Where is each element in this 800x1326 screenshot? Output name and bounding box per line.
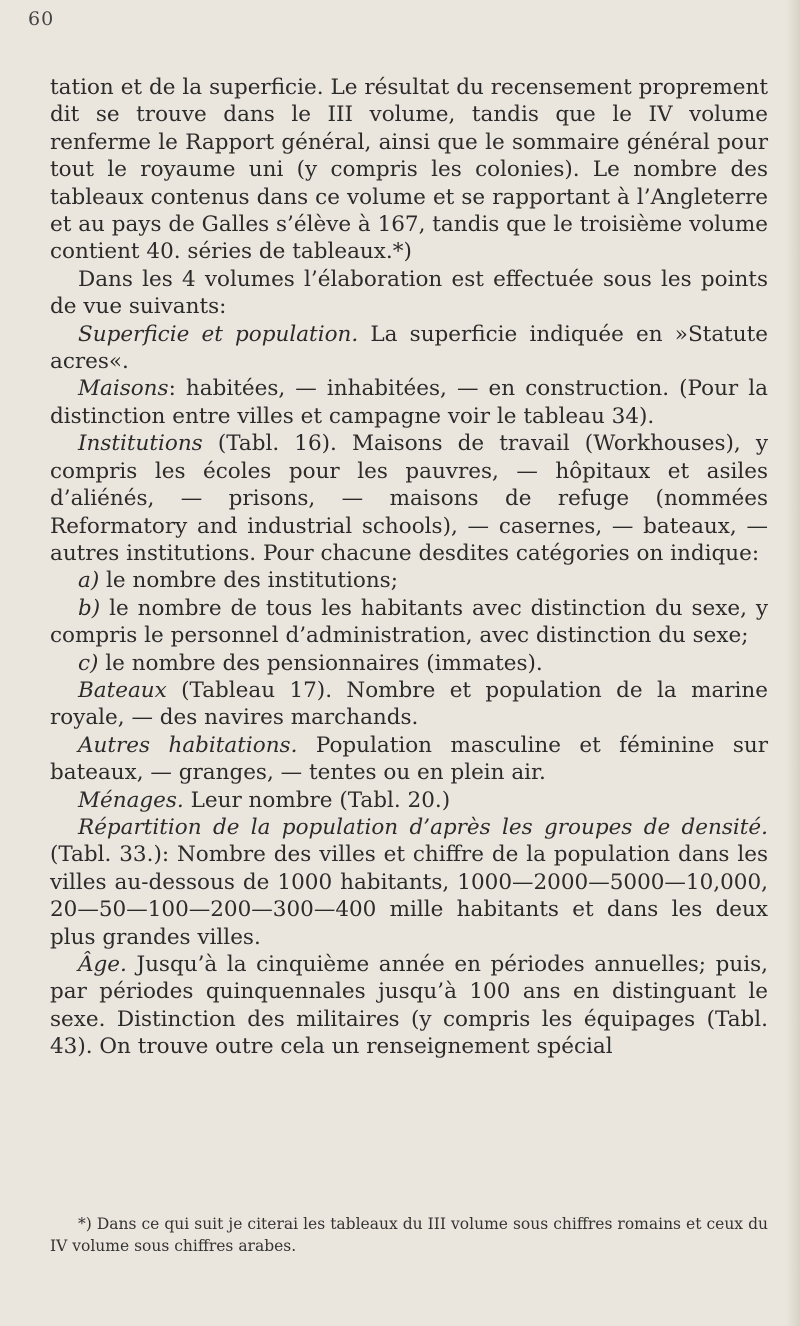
list-text-a: le nombre des institutions; xyxy=(99,568,398,594)
section-text-age: Jusqu’à la cinquième année en périodes annuelles; puis, par périodes quinquennales jusqu’à 100 ans en distinguant le sexe. Distinction des militaires (y compris les équipages (Tabl. 43). On trouve outre cela un renseignement spécial xyxy=(50,952,768,1060)
section-superficie xyxy=(50,321,768,376)
section-text-autres-habitations: Population masculine et féminine sur bateaux, — granges, — tentes ou en plein air. xyxy=(50,732,769,786)
section-text-bateaux: (Tableau 17). Nombre et population de la marine royale, — des navires marchands. xyxy=(50,677,768,731)
section-maisons xyxy=(50,375,768,430)
page-number: 60 xyxy=(28,8,55,30)
section-text-maisons: : habitées, — inhabitées, — en construction. (Pour la distinction entre villes et campagne voir le tableau 34). xyxy=(50,376,768,429)
section-title-superficie: Superficie et population. xyxy=(78,321,359,347)
section-text-superficie: La superficie indiquée en »Statute acres«. xyxy=(50,321,768,375)
section-menages xyxy=(50,787,768,814)
list-text-b: le nombre de tous les habitants avec distinction du sexe, y compris le personnel d’administration, avec distinction du sexe; xyxy=(50,595,768,649)
section-repartition xyxy=(50,814,768,951)
list-item-c xyxy=(50,650,768,677)
section-autres-habitations xyxy=(50,732,768,787)
main-text xyxy=(50,74,768,1061)
list-letter-a: a) xyxy=(78,568,100,594)
section-text-repartition: (Tabl. 33.): Nombre des villes et chiffre de la population dans les villes au-dessous de 1000 habitants, 1000—2000—5000—10,000, 20—50—100—200—300—400 mille habitants et dans les deux plus grandes villes. xyxy=(50,842,768,950)
section-title-menages: Ménages. xyxy=(78,787,184,813)
section-bateaux xyxy=(50,677,768,732)
section-text-menages: Leur nombre (Tabl. 20.) xyxy=(183,787,451,813)
list-text-c: le nombre des pensionnaires (immates). xyxy=(98,650,543,676)
section-title-autres-habitations: Autres habitations. xyxy=(78,732,298,758)
list-item-b xyxy=(50,595,768,650)
paragraph-intro: tation et de la superficie. Le résultat du recensement proprement dit se trouve dans le III volume, tandis que le IV volume renferme le Rapport général, ainsi que le sommaire général pour tout le royaume uni (y compris les colonies). Le nombre des tableaux contenus dans ce volume et se rapportant à l’Angleterre et au pays de Galles s’élève à 167, tandis que le troisième volume contient 40. séries de tableaux.*) xyxy=(50,75,768,265)
footnote: *) Dans ce qui suit je citerai les tableaux du III volume sous chiffres romains et ceux du IV volume sous chiffres arabes. xyxy=(50,1215,768,1255)
page-edge-shadow xyxy=(786,0,800,1326)
section-title-age: Âge. xyxy=(78,952,127,977)
section-institutions xyxy=(50,430,768,567)
section-text-institutions: (Tabl. 16). Maisons de travail (Workhouses), y compris les écoles pour les pauvres, — hôpitaux et asiles d’aliénés, — prisons, — maisons de refuge (nommées Reformatory and industrial schools), — casernes, — bateaux, — autres institutions. Pour chacune desdites catégories on indique: xyxy=(50,431,768,566)
list-item-a xyxy=(50,567,768,594)
list-letter-c: c) xyxy=(78,650,99,676)
section-title-bateaux: Bateaux xyxy=(78,677,167,703)
section-title-institutions: Institutions xyxy=(78,431,203,457)
paragraph-points-de-vue: Dans les 4 volumes l’élaboration est effectuée sous les points de vue suivants: xyxy=(50,266,768,320)
section-age xyxy=(50,951,768,1061)
section-title-repartition: Répartition de la population d’après les groupes de densité. xyxy=(78,814,768,840)
list-letter-b: b) xyxy=(78,595,101,621)
section-title-maisons: Maisons xyxy=(78,376,169,402)
